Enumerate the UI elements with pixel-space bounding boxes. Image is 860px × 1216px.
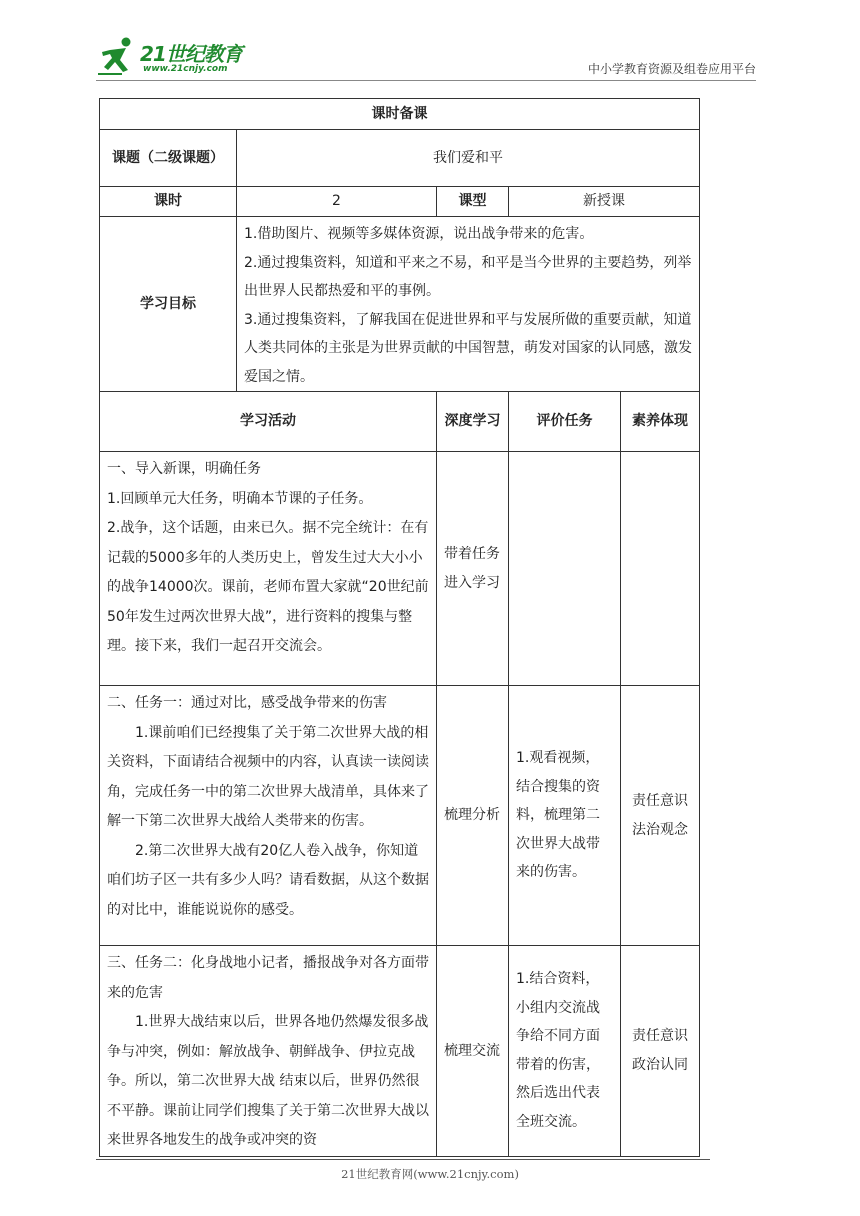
lesson-plan-table — [99, 98, 700, 1157]
type-value: 新授课 — [509, 187, 700, 217]
activity-heading: 一、导入新课，明确任务 — [107, 461, 261, 477]
activity-cell — [100, 946, 437, 1157]
col-header-literacy: 素养体现 — [621, 392, 700, 452]
footer-divider — [96, 1159, 710, 1160]
activity-text: 1.世界大战结束以后，世界各地仍然爆发很多战争与冲突，例如：解放战争、朝鲜战争、伊拉克战争。所以，第二次世界大战 结束以后，世界仍然很不平静。课前让同学们搜集了关于第二次世界大战以来世界各地发生的战争或冲突的资 — [107, 1014, 429, 1148]
activity-heading: 三、任务二：化身战地小记者，播报战争对各方面带来的危害 — [107, 955, 429, 1001]
col-header-eval: 评价任务 — [509, 392, 621, 452]
col-header-activity: 学习活动 — [100, 392, 437, 452]
literacy-cell: 责任意识 政治认同 — [621, 946, 700, 1157]
table-row — [100, 686, 700, 946]
period-label: 课时 — [100, 187, 237, 217]
eval-cell: 1.结合资料，小组内交流战争给不同方面带着的伤害，然后选出代表全班交流。 — [509, 946, 621, 1157]
runner-logo-icon — [96, 36, 140, 78]
page-footer: 21世纪教育网(www.21cnjy.com) — [341, 1167, 519, 1181]
topic-label: 课题（二级课题） — [100, 130, 237, 187]
deep-learning-cell: 梳理交流 — [437, 946, 509, 1157]
activity-text: 1.课前咱们已经搜集了关于第二次世界大战的相关资料，下面请结合视频中的内容，认真读一读阅读角，完成任务一中的第二次世界大战清单，具体来了解一下第二次世界大战给人类带来的伤害。 — [107, 724, 429, 829]
goal-item: 2.通过搜集资料，知道和平来之不易，和平是当今世界的主要趋势，列举出世界人民都热爱和平的事例。 — [244, 254, 692, 299]
goal-item: 1.借助图片、视频等多媒体资源，说出战争带来的危害。 — [244, 226, 594, 242]
goals-list — [237, 217, 700, 392]
activity-cell — [100, 686, 437, 946]
table-row — [100, 452, 700, 686]
activity-text: 2.战争，这个话题，由来已久。据不完全统计：在有记载的5000多年的人类历史上，曾发生过大大小小的战争14000次。课前，老师布置大家就“20世纪前50年发生过两次世界大战”，进行资料的搜集与整理。接下来，我们一起召开交流会。 — [107, 520, 429, 654]
logo-text: 21世纪教育 — [140, 42, 242, 66]
activity-heading: 二、任务一：通过对比，感受战争带来的伤害 — [107, 695, 387, 711]
eval-cell — [509, 452, 621, 686]
deep-learning-cell: 梳理分析 — [437, 686, 509, 946]
type-label: 课型 — [437, 187, 509, 217]
header-divider — [96, 80, 756, 81]
logo-url: www.21cnjy.com — [143, 64, 228, 74]
activity-text: 2.第二次世界大战有20亿人卷入战争，你知道咱们坊子区一共有多少人吗？请看数据，从这个数据的对比中，谁能说说你的感受。 — [107, 842, 429, 918]
table-row — [100, 946, 700, 1157]
page-header — [96, 36, 756, 80]
topic-value: 我们爱和平 — [237, 130, 700, 187]
activity-cell — [100, 452, 437, 686]
platform-name: 中小学教育资源及组卷应用平台 — [587, 62, 756, 76]
deep-learning-cell: 带着任务进入学习 — [437, 452, 509, 686]
activity-text: 1.回顾单元大任务，明确本节课的子任务。 — [107, 490, 373, 507]
goals-label: 学习目标 — [100, 217, 237, 392]
period-value: 2 — [237, 187, 437, 217]
eval-cell: 1.观看视频，结合搜集的资料，梳理第二次世界大战带来的伤害。 — [509, 686, 621, 946]
literacy-cell: 责任意识 法治观念 — [621, 686, 700, 946]
logo — [96, 36, 256, 78]
col-header-deep: 深度学习 — [437, 392, 509, 452]
table-title: 课时备课 — [100, 99, 700, 130]
literacy-cell — [621, 452, 700, 686]
goal-item: 3.通过搜集资料，了解我国在促进世界和平与发展所做的重要贡献，知道人类共同体的主张是为世界贡献的中国智慧，萌发对国家的认同感，激发爱国之情。 — [244, 311, 692, 385]
